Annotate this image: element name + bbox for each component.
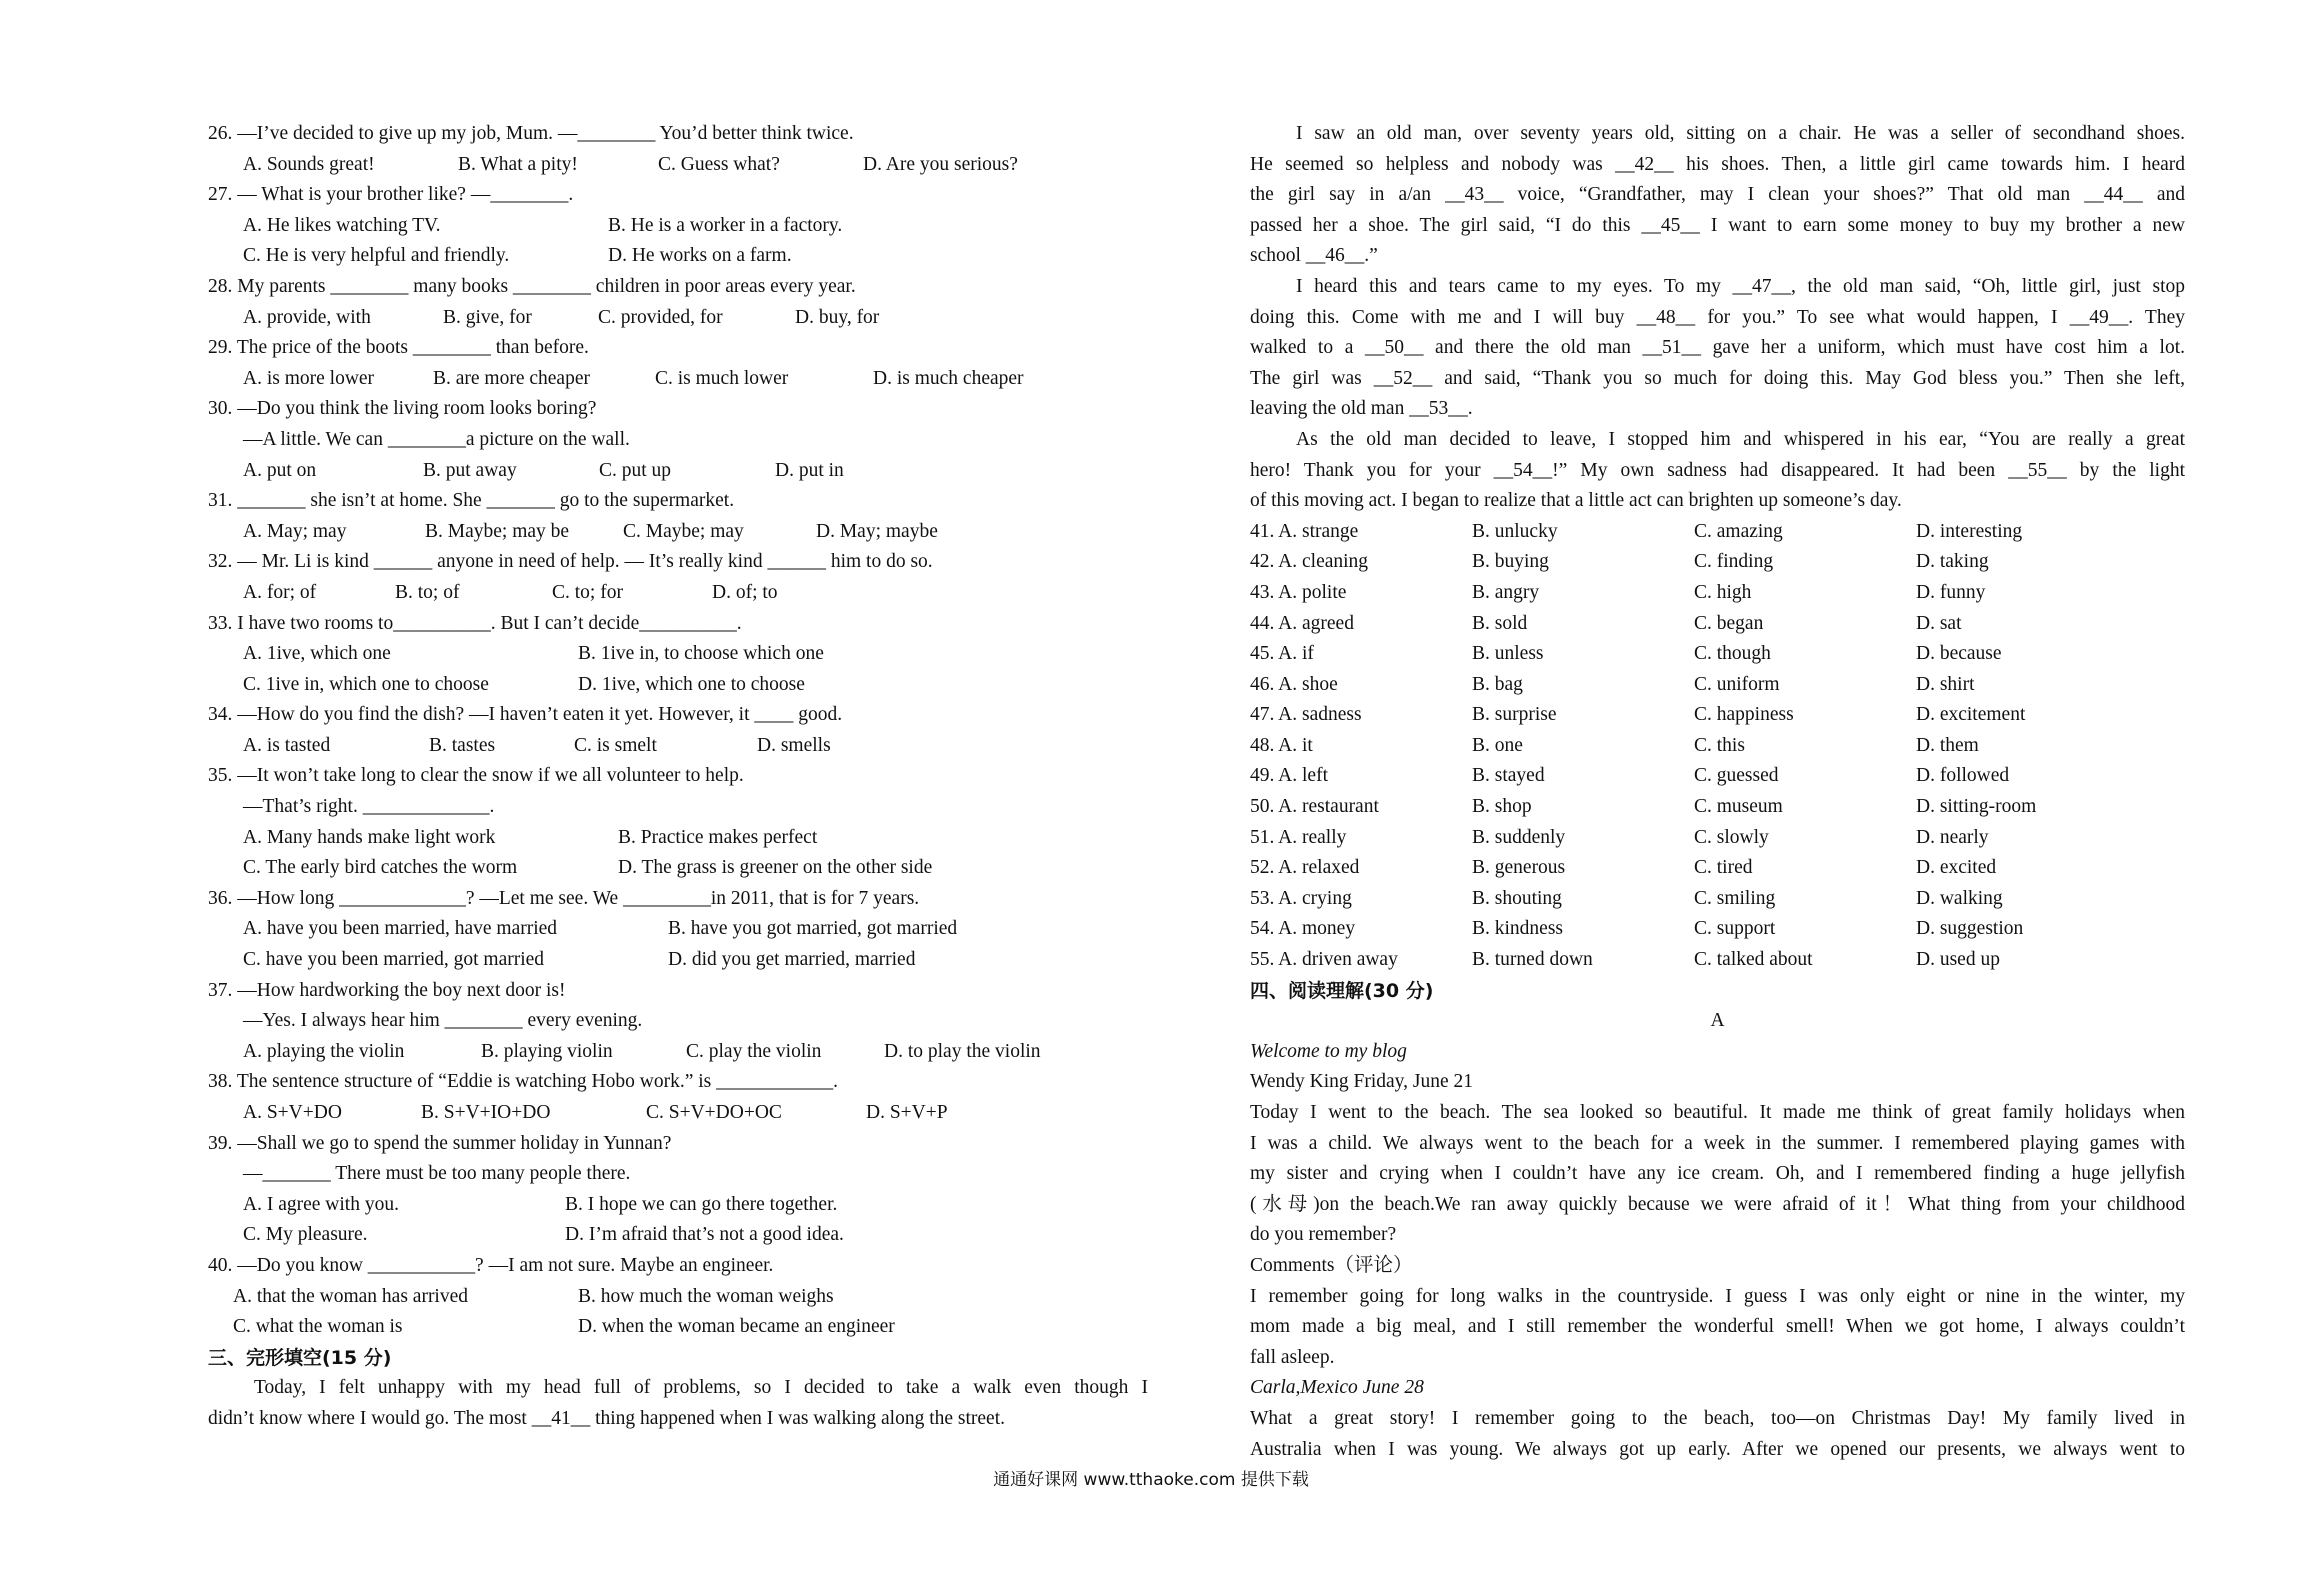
cloze-option: D. taking — [1916, 551, 1989, 573]
answer-option: B. to; of — [395, 581, 460, 603]
question-line: 29. The price of the boots ________ than before. — [208, 337, 589, 359]
passage-line: walked to a __50__ and there the old man __51__ gave her a uniform, which must have cost him a lot. — [1250, 337, 2185, 359]
question-line: 40. —Do you know ___________? —I am not sure. Maybe an engineer. — [208, 1254, 774, 1276]
cloze-option: B. sold — [1472, 612, 1528, 634]
cloze-option: C. slowly — [1694, 826, 1769, 848]
question-line: 35. —It won’t take long to clear the snow if we all volunteer to help. — [208, 765, 744, 787]
cloze-option: D. interesting — [1916, 520, 2023, 542]
cloze-option-row — [1250, 731, 2185, 762]
answer-option: D. 1ive, which one to choose — [578, 673, 805, 695]
question-line: —A little. We can ________a picture on the wall. — [243, 428, 630, 450]
reading-line: Wendy King Friday, June 21 — [1250, 1071, 1474, 1093]
cloze-option: B. stayed — [1472, 765, 1545, 787]
answer-option: A. have you been married, have married — [243, 918, 558, 940]
answer-option: D. He works on a farm. — [608, 245, 792, 267]
cloze-option: D. walking — [1916, 887, 2003, 909]
answer-option: B. I hope we can go there together. — [565, 1193, 838, 1215]
reading-line: What a great story! I remember going to the beach, too—on Christmas Day! My family lived in — [1250, 1407, 2185, 1429]
question-line: 33. I have two rooms to__________. But I can’t decide__________. — [208, 612, 742, 634]
answer-option: C. is smelt — [574, 734, 657, 756]
answer-option: C. He is very helpful and friendly. — [243, 245, 510, 267]
cloze-option: 46. A. shoe — [1250, 673, 1338, 695]
cloze-option: B. shouting — [1472, 887, 1562, 909]
answer-option: D. I’m afraid that’s not a good idea. — [565, 1224, 844, 1246]
answer-option: A. playing the violin — [243, 1040, 405, 1062]
answer-option: A. Many hands make light work — [243, 826, 496, 848]
answer-option: B. Maybe; may be — [425, 520, 570, 542]
reading-line: my sister and crying when I couldn’t have any ice cream. Oh, and I remembered finding a huge jellyfish — [1250, 1163, 2185, 1185]
answer-option: C. provided, for — [598, 306, 723, 328]
answer-option: A. for; of — [243, 581, 317, 603]
answer-option: C. put up — [599, 459, 672, 481]
cloze-option-row — [1250, 884, 2185, 915]
answer-option: B. tastes — [429, 734, 496, 756]
cloze-option: B. bag — [1472, 673, 1523, 695]
question-line: 27. — What is your brother like? —________. — [208, 184, 574, 206]
cloze-option-row — [1250, 823, 2185, 854]
cloze-option: D. because — [1916, 643, 2002, 665]
right-column — [1250, 119, 2185, 1465]
cloze-option: C. happiness — [1694, 704, 1794, 726]
cloze-option: B. shop — [1472, 796, 1532, 818]
cloze-option: C. high — [1694, 581, 1752, 603]
cloze-option: D. sat — [1916, 612, 1962, 634]
question-line: 31. _______ she isn’t at home. She _______ go to the supermarket. — [208, 490, 735, 512]
cloze-option: 54. A. money — [1250, 918, 1356, 940]
answer-option: D. May; maybe — [816, 520, 938, 542]
option-row — [208, 1312, 1148, 1343]
cloze-option: B. angry — [1472, 581, 1540, 603]
cloze-option: D. funny — [1916, 581, 1986, 603]
cloze-option: C. museum — [1694, 796, 1783, 818]
answer-option: A. I agree with you. — [243, 1193, 399, 1215]
cloze-option: C. uniform — [1694, 673, 1780, 695]
answer-option: A. is tasted — [243, 734, 331, 756]
answer-option: C. S+V+DO+OC — [646, 1102, 782, 1123]
answer-option: C. The early bird catches the worm — [243, 857, 518, 879]
question-line: 38. The sentence structure of “Eddie is watching Hobo work.” is ____________. — [208, 1071, 838, 1093]
cloze-option: C. guessed — [1694, 765, 1779, 787]
cloze-option: C. began — [1694, 612, 1764, 634]
answer-option: D. did you get married, married — [668, 949, 916, 971]
answer-option: C. 1ive in, which one to choose — [243, 673, 489, 695]
option-row — [208, 853, 1148, 884]
cloze-option: B. surprise — [1472, 704, 1557, 726]
option-row — [208, 731, 1148, 762]
option-row — [208, 303, 1148, 334]
answer-option: A. is more lower — [243, 367, 375, 389]
left-column — [208, 119, 1148, 1435]
reading-line: I was a child. We always went to the beach for a week in the summer. I remembered playing games with — [1250, 1132, 2185, 1154]
cloze-option-row — [1250, 639, 2185, 670]
answer-option: D. Are you serious? — [863, 153, 1018, 175]
cloze-option: B. unless — [1472, 643, 1544, 665]
reading-line: fall asleep. — [1250, 1346, 1335, 1368]
cloze-option: B. suddenly — [1472, 826, 1566, 848]
cloze-option-row — [1250, 547, 2185, 578]
answer-option: B. have you got married, got married — [668, 918, 958, 940]
answer-option: C. to; for — [552, 581, 623, 603]
reading-line: mom made a big meal, and I still remember the wonderful smell! When we got home, I always couldn’t — [1250, 1316, 2185, 1338]
answer-option: C. play the violin — [686, 1040, 822, 1062]
option-row — [208, 670, 1148, 701]
answer-option: A. May; may — [243, 520, 347, 542]
cloze-option: D. them — [1916, 734, 1979, 756]
answer-option: A. Sounds great! — [243, 153, 375, 175]
option-row — [208, 211, 1148, 242]
cloze-option: D. followed — [1916, 765, 2010, 787]
passage-line: leaving the old man __53__. — [1250, 398, 1473, 420]
answer-option: B. playing violin — [481, 1040, 613, 1062]
passage-line: of this moving act. I began to realize that a little act can brighten up someone’s day. — [1250, 490, 1902, 512]
cloze-option-row — [1250, 914, 2185, 945]
answer-option: B. S+V+IO+DO — [421, 1102, 551, 1123]
answer-option: C. is much lower — [655, 367, 789, 389]
cloze-option: B. generous — [1472, 857, 1566, 879]
question-line: Today, I felt unhappy with my head full of problems, so I decided to take a walk even though I — [254, 1377, 1148, 1399]
answer-option: A. He likes watching TV. — [243, 214, 441, 236]
cloze-option: 49. A. left — [1250, 765, 1328, 787]
cloze-option: B. one — [1472, 734, 1523, 756]
cloze-option: 45. A. if — [1250, 643, 1314, 665]
answer-option: D. to play the violin — [884, 1040, 1041, 1062]
answer-option: A. 1ive, which one — [243, 643, 391, 665]
question-line: didn’t know where I would go. The most __41__ thing happened when I was walking along the street. — [208, 1407, 1006, 1429]
cloze-option: D. nearly — [1916, 826, 1989, 848]
cloze-option: C. tired — [1694, 857, 1753, 879]
cloze-option: B. turned down — [1472, 949, 1593, 971]
answer-option: D. S+V+P — [866, 1102, 948, 1123]
page-footer: 通通好课网 www.tthaoke.com 提供下载 — [993, 1470, 1309, 1490]
option-row — [208, 517, 1148, 548]
cloze-option-row — [1250, 670, 2185, 701]
answer-option: B. give, for — [443, 306, 532, 328]
question-line: 37. —How hardworking the boy next door is! — [208, 979, 566, 1001]
answer-option: D. is much cheaper — [873, 367, 1024, 389]
cloze-option-row — [1250, 609, 2185, 640]
cloze-option-row — [1250, 578, 2185, 609]
cloze-option: 47. A. sadness — [1250, 704, 1362, 726]
cloze-option: B. buying — [1472, 551, 1549, 573]
cloze-option: C. amazing — [1694, 520, 1783, 542]
answer-option: A. that the woman has arrived — [233, 1285, 469, 1307]
section-heading: 四、阅读理解(30 分) — [1250, 979, 1434, 1002]
answer-option: C. My pleasure. — [243, 1224, 368, 1246]
option-row — [208, 945, 1148, 976]
cloze-option: 41. A. strange — [1250, 520, 1359, 542]
answer-option: D. The grass is greener on the other side — [618, 857, 933, 879]
cloze-option: D. suggestion — [1916, 918, 2024, 940]
reading-line: A — [1710, 1010, 1725, 1032]
cloze-option: C. support — [1694, 918, 1776, 940]
option-row — [208, 364, 1148, 395]
answer-option: A. provide, with — [243, 306, 371, 328]
cloze-option: C. though — [1694, 643, 1771, 665]
passage-line: passed her a shoe. The girl said, “I do this __45__ I want to earn some money to buy my brother a new — [1250, 214, 2185, 236]
cloze-option: C. this — [1694, 734, 1745, 756]
cloze-option: C. talked about — [1694, 949, 1813, 971]
cloze-option-row — [1250, 761, 2185, 792]
reading-line: do you remember? — [1250, 1224, 1397, 1246]
cloze-option-row — [1250, 853, 2185, 884]
reading-line: Australia when I was young. We always got up early. After we opened our presents, we always went to — [1250, 1438, 2185, 1460]
section-heading: 三、完形填空(15 分) — [208, 1346, 392, 1369]
passage-line: the girl say in a/an __43__ voice, “Grandfather, may I clean your shoes?” That old man __44__ and — [1250, 184, 2185, 206]
cloze-option: 53. A. crying — [1250, 887, 1352, 909]
passage-line: The girl was __52__ and said, “Thank you so much for doing this. May God bless you.” Then she left, — [1250, 367, 2185, 389]
question-line: 30. —Do you think the living room looks boring? — [208, 398, 597, 420]
option-row — [208, 823, 1148, 854]
answer-option: A. put on — [243, 459, 317, 481]
cloze-option: 42. A. cleaning — [1250, 551, 1369, 573]
option-row — [208, 1220, 1148, 1251]
answer-option: B. are more cheaper — [433, 367, 590, 389]
question-line: 34. —How do you find the dish? —I haven’t eaten it yet. However, it ____ good. — [208, 704, 843, 726]
reading-line: I remember going for long walks in the countryside. I guess I was only eight or nine in the winter, my — [1250, 1285, 2185, 1307]
answer-option: C. have you been married, got married — [243, 949, 545, 971]
answer-option: B. 1ive in, to choose which one — [578, 643, 824, 665]
reading-line: Welcome to my blog — [1250, 1040, 1407, 1062]
option-row — [208, 639, 1148, 670]
option-row — [208, 1037, 1148, 1068]
cloze-option: 51. A. really — [1250, 826, 1347, 848]
option-row — [208, 241, 1148, 272]
cloze-option: C. smiling — [1694, 887, 1776, 909]
answer-option: B. Practice makes perfect — [618, 826, 818, 848]
passage-line: I saw an old man, over seventy years old, sitting on a chair. He was a seller of secondhand shoes. — [1296, 123, 2185, 144]
cloze-option: 52. A. relaxed — [1250, 857, 1360, 879]
option-row — [208, 150, 1148, 181]
passage-line: I heard this and tears came to my eyes. To my __47__, the old man said, “Oh, little girl, just stop — [1296, 275, 2185, 297]
passage-line: school __46__.” — [1250, 245, 1378, 267]
answer-option: B. put away — [423, 459, 517, 481]
question-line: 32. — Mr. Li is kind ______ anyone in need of help. — It’s really kind ______ him to do so. — [208, 551, 933, 573]
cloze-option-row — [1250, 700, 2185, 731]
cloze-option: D. excitement — [1916, 704, 2026, 726]
reading-line: (水母)on the beach.We ran away quickly because we were afraid of it！What thing from your childhood — [1250, 1193, 2185, 1215]
cloze-option-row — [1250, 792, 2185, 823]
cloze-option: D. excited — [1916, 857, 1997, 879]
question-line: 26. —I’ve decided to give up my job, Mum. —________ You’d better think twice. — [208, 123, 854, 144]
cloze-option: D. shirt — [1916, 673, 1975, 695]
answer-option: B. how much the woman weighs — [578, 1285, 834, 1307]
reading-line: Comments（评论） — [1250, 1254, 1413, 1276]
answer-option: C. Guess what? — [658, 153, 780, 175]
answer-option: D. of; to — [712, 581, 778, 603]
cloze-option: 48. A. it — [1250, 734, 1313, 756]
question-line: 39. —Shall we go to spend the summer holiday in Yunnan? — [208, 1132, 672, 1154]
cloze-option: 43. A. polite — [1250, 581, 1347, 603]
question-line: —_______ There must be too many people there. — [243, 1163, 631, 1185]
answer-option: C. what the woman is — [233, 1316, 403, 1338]
cloze-option-row — [1250, 945, 2185, 976]
cloze-option: 50. A. restaurant — [1250, 796, 1379, 818]
cloze-option: B. kindness — [1472, 918, 1564, 940]
answer-option: C. Maybe; may — [623, 520, 744, 542]
answer-option: B. He is a worker in a factory. — [608, 214, 843, 236]
question-line: 36. —How long _____________? —Let me see. We _________in 2011, that is for 7 years. — [208, 887, 920, 909]
question-line: 28. My parents ________ many books ________ children in poor areas every year. — [208, 275, 856, 297]
reading-line: Carla,Mexico June 28 — [1250, 1377, 1424, 1399]
option-row — [208, 456, 1148, 487]
passage-line: As the old man decided to leave, I stopped him and whispered in his ear, “You are really a great — [1296, 428, 2185, 450]
answer-option: D. buy, for — [795, 306, 880, 328]
answer-option: A. S+V+DO — [243, 1102, 342, 1123]
option-row — [208, 914, 1148, 945]
option-row — [208, 1098, 1148, 1129]
cloze-option: C. finding — [1694, 551, 1774, 573]
cloze-option: 55. A. driven away — [1250, 949, 1398, 971]
cloze-option: B. unlucky — [1472, 520, 1558, 542]
option-row — [208, 1190, 1148, 1221]
passage-line: hero! Thank you for your __54__!” My own sadness had disappeared. It had been __55__ by the light — [1250, 459, 2185, 481]
answer-option: D. smells — [757, 734, 831, 756]
cloze-option: D. used up — [1916, 949, 2000, 971]
cloze-option-row — [1250, 517, 2185, 548]
question-line: —That’s right. _____________. — [243, 796, 495, 818]
passage-line: He seemed so helpless and nobody was __42__ his shoes. Then, a little girl came towards him. I heard — [1250, 153, 2185, 175]
answer-option: D. put in — [775, 459, 844, 481]
passage-line: doing this. Come with me and I will buy __48__ for you.” To see what would happen, I __49__. They — [1250, 306, 2185, 328]
cloze-option: D. sitting-room — [1916, 796, 2037, 818]
option-row — [208, 578, 1148, 609]
option-row — [208, 1282, 1148, 1313]
answer-option: D. when the woman became an engineer — [578, 1316, 895, 1338]
cloze-option: 44. A. agreed — [1250, 612, 1354, 634]
answer-option: B. What a pity! — [458, 153, 578, 175]
question-line: —Yes. I always hear him ________ every evening. — [243, 1010, 643, 1032]
reading-line: Today I went to the beach. The sea looked so beautiful. It made me think of great family holidays when — [1250, 1102, 2185, 1123]
